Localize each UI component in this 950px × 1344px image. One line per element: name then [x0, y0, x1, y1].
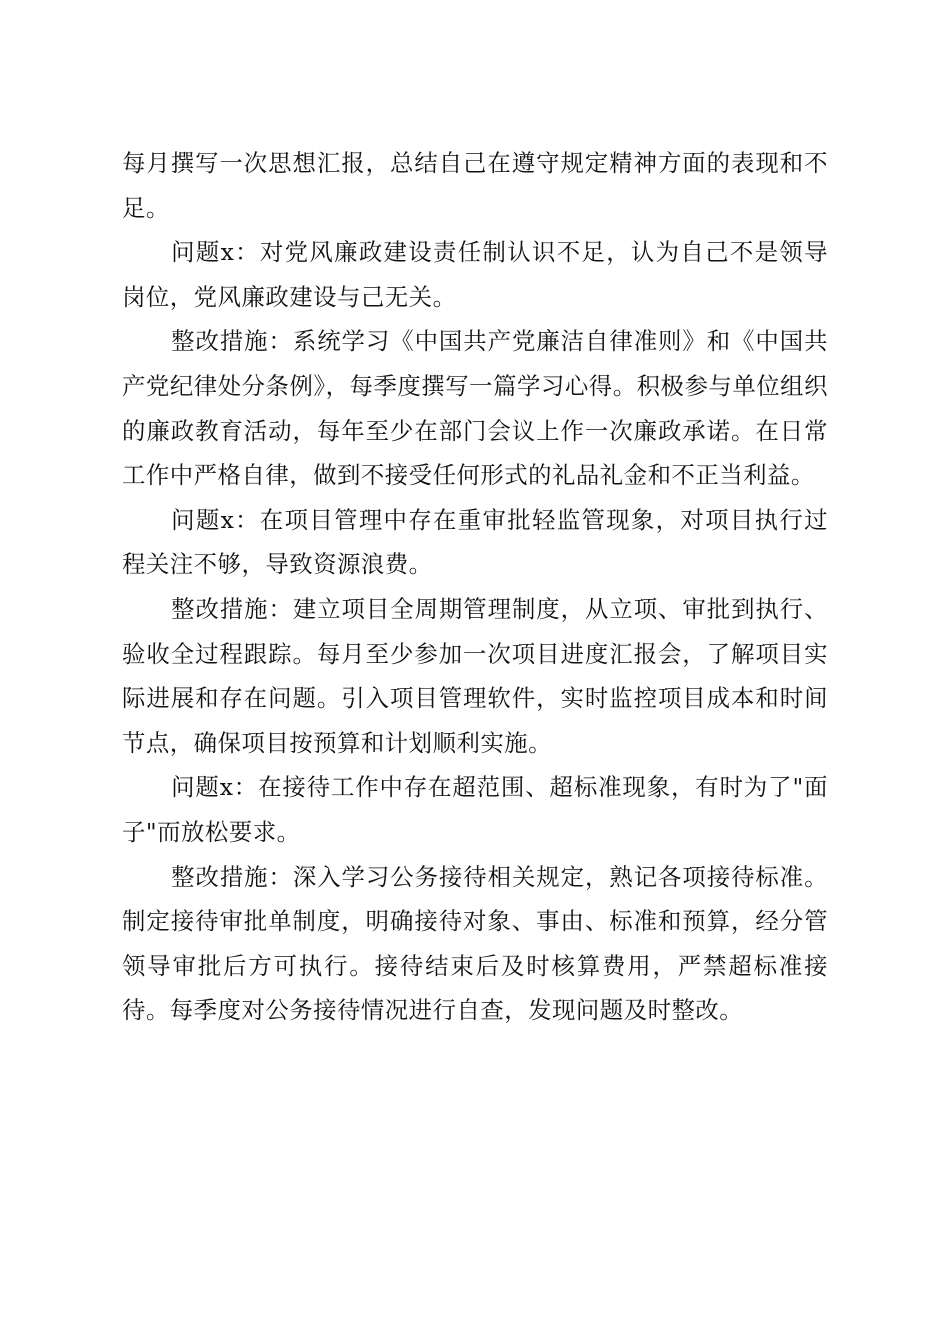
paragraph-issue: 问题x：在项目管理中存在重审批轻监管现象，对项目执行过程关注不够，导致资源浪费。: [122, 505, 828, 579]
paragraph-issue: 问题x：在接待工作中存在超范围、超标准现象，有时为了"面子"而放松要求。: [122, 773, 828, 846]
paragraph-measure: 整改措施：深入学习公务接待相关规定，熟记各项接待标准。制定接待审批单制度，明确接待对象、事由、标准和预算，经分管领导审批后方可执行。接待结束后及时核算费用，严禁超标准接待。每季度对公务接待情况进行自查，发现问题及时整改。: [122, 862, 828, 1025]
paragraph-issue: 问题x：对党风廉政建设责任制认识不足，认为自己不是领导岗位，党风廉政建设与己无关。: [122, 238, 828, 311]
document-body: [122, 141, 828, 1033]
paragraph-measure: 整改措施：系统学习《中国共产党廉洁自律准则》和《中国共产党纪律处分条例》，每季度撰写一篇学习心得。积极参与单位组织的廉政教育活动，每年至少在部门会议上作一次廉政承诺。在日常工作中严格自律，做到不接受任何形式的礼品礼金和不正当利益。: [122, 327, 828, 490]
paragraph-measure: 整改措施：建立项目全周期管理制度，从立项、审批到执行、验收全过程跟踪。每月至少参加一次项目进度汇报会，了解项目实际进展和存在问题。引入项目管理软件，实时监控项目成本和时间节点，确保项目按预算和计划顺利实施。: [122, 594, 828, 757]
paragraph-continuation: 每月撰写一次思想汇报，总结自己在遵守规定精神方面的表现和不足。: [122, 149, 828, 222]
